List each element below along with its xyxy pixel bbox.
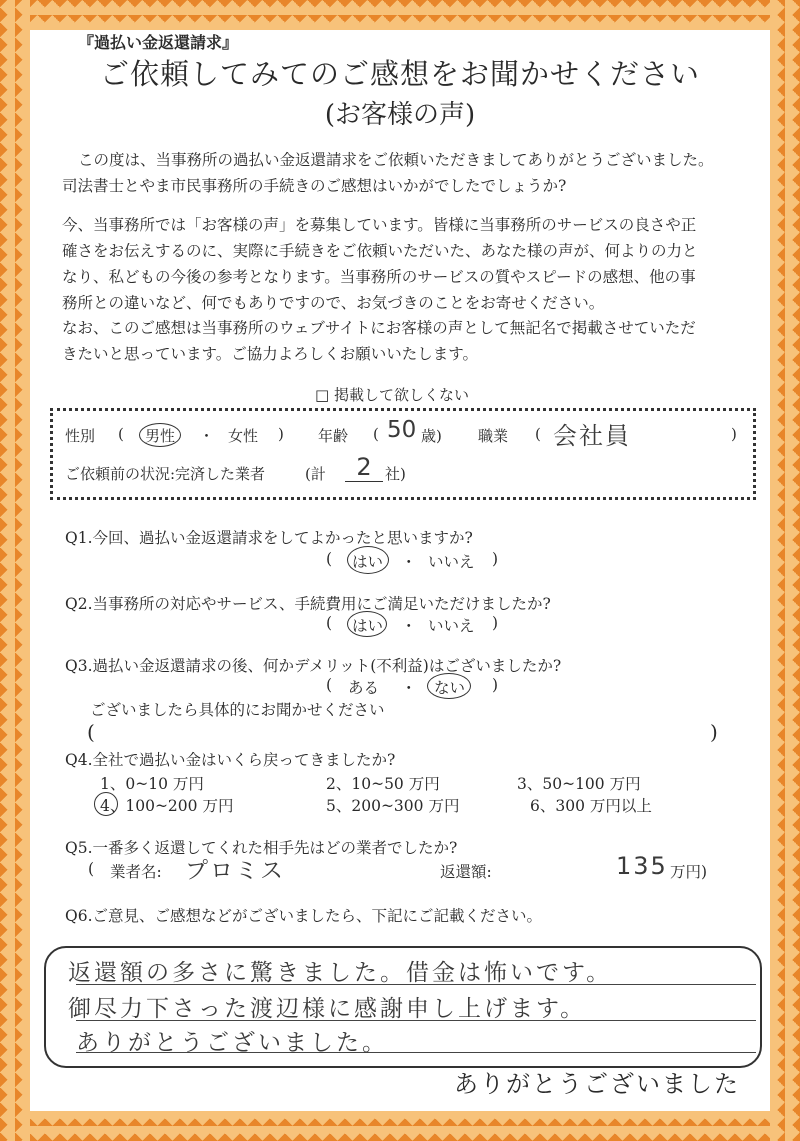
age-value[interactable]: 50 [387, 417, 417, 443]
job-open: ( [535, 425, 541, 443]
q4-option-1[interactable]: 1、0~10 万円 [100, 775, 204, 793]
q3-detail-open: ( [87, 720, 95, 744]
closing-thanks: ありがとうございました [454, 1070, 740, 1098]
survey-sheet [30, 30, 770, 1111]
border-right [770, 0, 800, 1141]
gender-label: 性別 [65, 427, 96, 445]
q3-answer-circle [427, 673, 471, 699]
q4-option-5[interactable]: 5、200~300 万円 [326, 797, 460, 815]
question-5: Q5.一番多く返還してくれた相手先はどの業者でしたか? [65, 839, 458, 857]
comment-line-2: 御尽力下さった渡辺様に感謝申し上げます。 [68, 996, 587, 1022]
gender-close: ) [278, 425, 284, 443]
company-value[interactable]: プロミス [185, 858, 285, 884]
intro-line: 今、当事務所では「お客様の声」を募集しています。皆様に当事務所のサービスの良さや正 [62, 216, 697, 234]
comment-line-1: 返還額の多さに驚きました。借金は怖いです。 [68, 960, 613, 986]
job-value[interactable]: 会社員 [553, 422, 631, 450]
comment-line-3: ありがとうございました。 [76, 1030, 388, 1056]
question-4: Q4.全社で過払い金はいくら戻ってきましたか? [65, 751, 396, 769]
no-publish-checkbox[interactable]: □ [315, 386, 330, 404]
intro-line: 確さをお伝えするのに、実際に手続きをご依頼いただいた、あなた様の声が、何よりの力と [62, 242, 698, 260]
border-bottom [0, 1111, 800, 1141]
question-6: Q6.ご意見、ご感想などがございましたら、下記にご記載ください。 [65, 907, 542, 925]
job-close: ) [731, 425, 737, 443]
q5-open: ( [88, 860, 95, 878]
q2-answer-circle [347, 611, 387, 637]
age-open: ( [373, 425, 379, 443]
age-unit: 歳) [421, 427, 442, 445]
q4-option-6[interactable]: 6、300 万円以上 [530, 797, 652, 815]
amount-value[interactable]: 135 [616, 852, 668, 880]
question-3: Q3.過払い金返還請求の後、何かデメリット(不利益)はございましたか? [65, 657, 562, 675]
q3-close: ) [492, 676, 499, 694]
q1-answer-circle [347, 546, 389, 574]
border-left [0, 0, 30, 1141]
company-label: 業者名: [110, 863, 162, 881]
border-top [0, 0, 800, 30]
q3-no-option[interactable]: ない [434, 679, 466, 697]
count-prefix: (計 [305, 465, 326, 483]
q1-no-option[interactable]: いいえ [428, 553, 475, 571]
gender-male[interactable]: 男性 [145, 427, 176, 445]
age-label: 年齢 [318, 427, 349, 445]
q1-close: ) [492, 550, 499, 568]
intro-line: なり、私どもの今後の参考となります。当事務所のサービスの質やスピードの感想、他の事 [62, 268, 696, 286]
amount-unit: 万円) [670, 863, 708, 881]
q3-open: ( [326, 676, 333, 694]
intro-paragraph-2 [62, 212, 762, 316]
respondent-info-box [50, 408, 756, 500]
q4-option-2[interactable]: 2、10~50 万円 [326, 775, 440, 793]
gender-female[interactable]: 女性 [228, 427, 259, 445]
intro-line: きたいと思っています。ご協力よろしくお願いいたします。 [62, 345, 479, 363]
q2-dot: ・ [401, 617, 417, 635]
intro-line: なお、このご感想は当事務所のウェブサイトにお客様の声として無記名で掲載させていただ [62, 319, 696, 337]
question-1: Q1.今回、過払い金返還請求をしてよかったと思いますか? [65, 529, 473, 547]
gender-open: ( [118, 425, 124, 443]
intro-line: 務所との違いなど、何でもありですので、お気づきのことをお寄せください。 [62, 294, 605, 312]
comment-box[interactable] [44, 946, 762, 1068]
q2-no-option[interactable]: いいえ [428, 617, 475, 635]
q3-dot: ・ [401, 679, 417, 697]
intro-paragraph-1 [62, 147, 762, 199]
intro-line: 司法書士とやま市民事務所の手続きのご感想はいかがでしたでしょうか? [62, 177, 567, 195]
page-title: ご依頼してみてのご感想をお聞かせください [99, 57, 700, 91]
no-publish-option[interactable] [315, 384, 469, 405]
q2-close: ) [492, 614, 499, 632]
q1-yes-option[interactable]: はい [352, 553, 384, 571]
q1-open: ( [326, 550, 333, 568]
intro-paragraph-3 [62, 315, 762, 367]
q4-answer-circle [94, 792, 118, 816]
q3-yes-option[interactable]: ある [348, 679, 380, 697]
q2-yes-option[interactable]: はい [352, 617, 384, 635]
q2-open: ( [326, 614, 333, 632]
q1-dot: ・ [401, 553, 417, 571]
amount-label: 返還額: [440, 863, 492, 881]
status-label: ご依頼前の状況:完済した業者 [65, 465, 266, 483]
no-publish-label: 掲載して欲しくない [333, 386, 469, 404]
job-label: 職業 [478, 427, 509, 445]
company-count-value[interactable]: 2 [345, 453, 383, 482]
q4-option-4[interactable]: 4、100~200 万円 [100, 797, 234, 815]
page-subtitle: (お客様の声) [324, 100, 476, 130]
male-circle-mark [139, 423, 181, 447]
gender-dot: ・ [199, 427, 215, 445]
intro-line: この度は、当事務所の過払い金返還請求をご依頼いただきましてありがとうございました。 [78, 151, 714, 169]
document-label: 『過払い金返還請求』 [78, 33, 239, 52]
q4-option-3[interactable]: 3、50~100 万円 [517, 775, 641, 793]
q3-detail-prompt: ございましたら具体的にお聞かせください [90, 701, 385, 719]
q3-detail-close: ) [710, 720, 718, 744]
count-unit: 社) [385, 465, 406, 483]
question-2: Q2.当事務所の対応やサービス、手続費用にご満足いただけましたか? [65, 595, 551, 613]
